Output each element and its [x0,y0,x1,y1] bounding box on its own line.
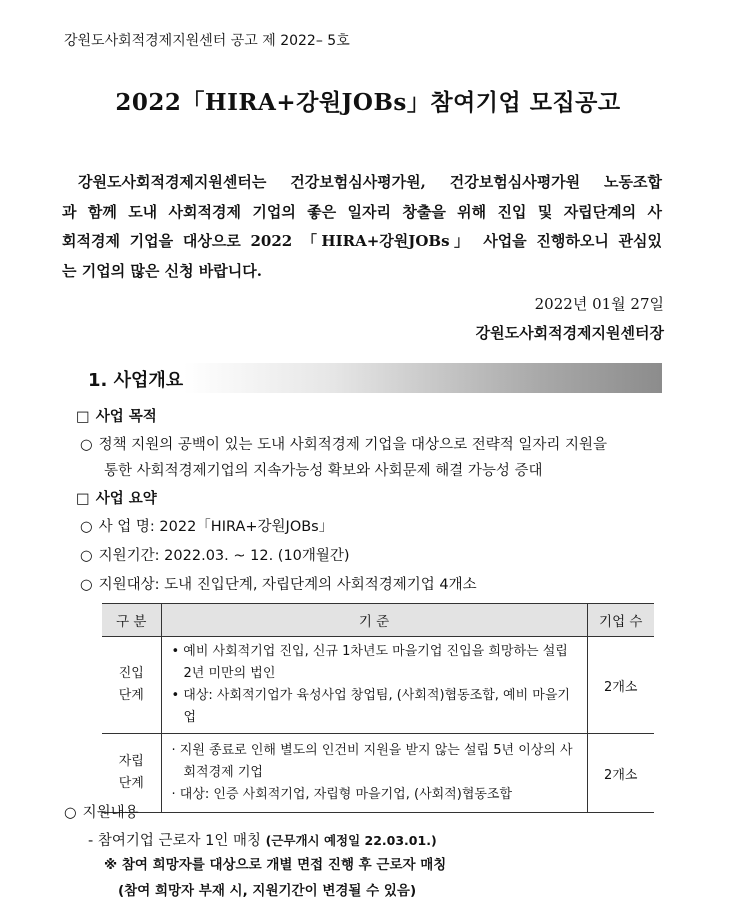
notice-number: 강원도사회적경제지원센터 공고 제 2022– 5호 [64,33,350,49]
support-heading [64,801,139,822]
support-title: 지원내용 [82,805,139,821]
stage-label: 단계 [118,776,144,791]
summary-item-text: 사 업 명: 2022「HIRA+강원JOBs」 [98,519,334,535]
signer: 강원도사회적경제지원센터장 [475,324,664,342]
circle-bullet-icon: ○ [80,519,93,535]
table-header: 기 준 [161,604,587,637]
circle-bullet-icon: ○ [80,548,93,564]
notice-date: 2022년 01월 27일 [534,295,664,313]
circle-bullet-icon: ○ [64,805,77,821]
square-bullet-icon: □ [76,409,90,425]
count-cell: 2개소 [587,734,654,813]
criteria-item: · 지원 종료로 인해 별도의 인건비 지원을 받지 않는 설립 5년 이상의 사회적경제 기업 [171,743,573,780]
criteria-item: • 대상: 사회적기업가 육성사업 창업팀, (사회적)협동조합, 예비 마을기업 [171,688,570,725]
stage-criteria-table [102,603,654,813]
intro-line: 과 함께 도내 사회적경제 기업의 좋은 일자리 창출을 위해 진입 및 자립단계의 사 [62,202,662,221]
support-note: (근무개시 예정일 22.03.01.) [265,833,437,848]
purpose-line2: 통한 사회적경제기업의 지속가능성 확보와 사회문제 해결 가능성 증대 [104,463,543,479]
table-header: 기업 수 [587,604,654,637]
purpose-text: 정책 지원의 공백이 있는 도내 사회적경제 기업을 대상으로 전략적 일자리 지원을 [98,437,607,453]
intro-line: 는 기업의 많은 신청 바랍니다. [62,261,262,280]
circle-bullet-icon: ○ [80,437,93,453]
section-heading-bar [64,363,662,393]
summary-item-text: 지원대상: 도내 진입단계, 자립단계의 사회적경제기업 4개소 [98,577,477,593]
purpose-line1 [80,433,607,454]
table-header: 구 분 [102,604,161,637]
support-line3: (참여 희망자 부재 시, 지원기간이 변경될 수 있음) [118,883,417,899]
section-heading: 1. 사업개요 [88,370,184,391]
purpose-heading [76,405,157,426]
criteria-item: · 대상: 인증 사회적기업, 자립형 마을기업, (사회적)협동조합 [171,787,513,802]
summary-item-target [80,573,477,594]
table-row [102,734,654,813]
summary-item-name [80,515,333,536]
stage-label: 단계 [118,688,144,703]
summary-item-period [80,544,350,565]
purpose-title: 사업 목적 [95,409,157,425]
support-line2: ※ 참여 희망자를 대상으로 개별 면접 진행 후 근로자 매칭 [104,857,447,873]
table-header-row [102,604,654,637]
summary-title: 사업 요약 [95,491,157,507]
table-row [102,637,654,734]
support-text: - 참여기업 근로자 1인 매칭 [88,833,261,849]
summary-heading [76,487,157,508]
square-bullet-icon: □ [76,491,90,507]
document-title: 2022「HIRA+강원JOBs」참여기업 모집공고 [115,89,621,116]
intro-paragraph [62,168,662,286]
intro-line: 강원도사회적경제지원센터는 건강보험심사평가원, 건강보험심사평가원 노동조합 [78,173,662,191]
stage-cell [102,637,161,734]
support-line1 [88,829,437,850]
criteria-item: • 예비 사회적기업 진입, 신규 1차년도 마을기업 진입을 희망하는 설립 2년 미만의 법인 [171,644,568,681]
count-cell: 2개소 [587,637,654,734]
criteria-cell [161,637,587,734]
stage-label: 자립 [118,754,144,769]
stage-label: 진입 [118,666,144,681]
criteria-cell [161,734,587,813]
summary-item-text: 지원기간: 2022.03. ~ 12. (10개월간) [98,548,350,564]
circle-bullet-icon: ○ [80,577,93,593]
intro-line: 회적경제 기업을 대상으로 2022 「HIRA+강원JOBs」 사업을 진행하오니 관심있 [62,232,662,250]
